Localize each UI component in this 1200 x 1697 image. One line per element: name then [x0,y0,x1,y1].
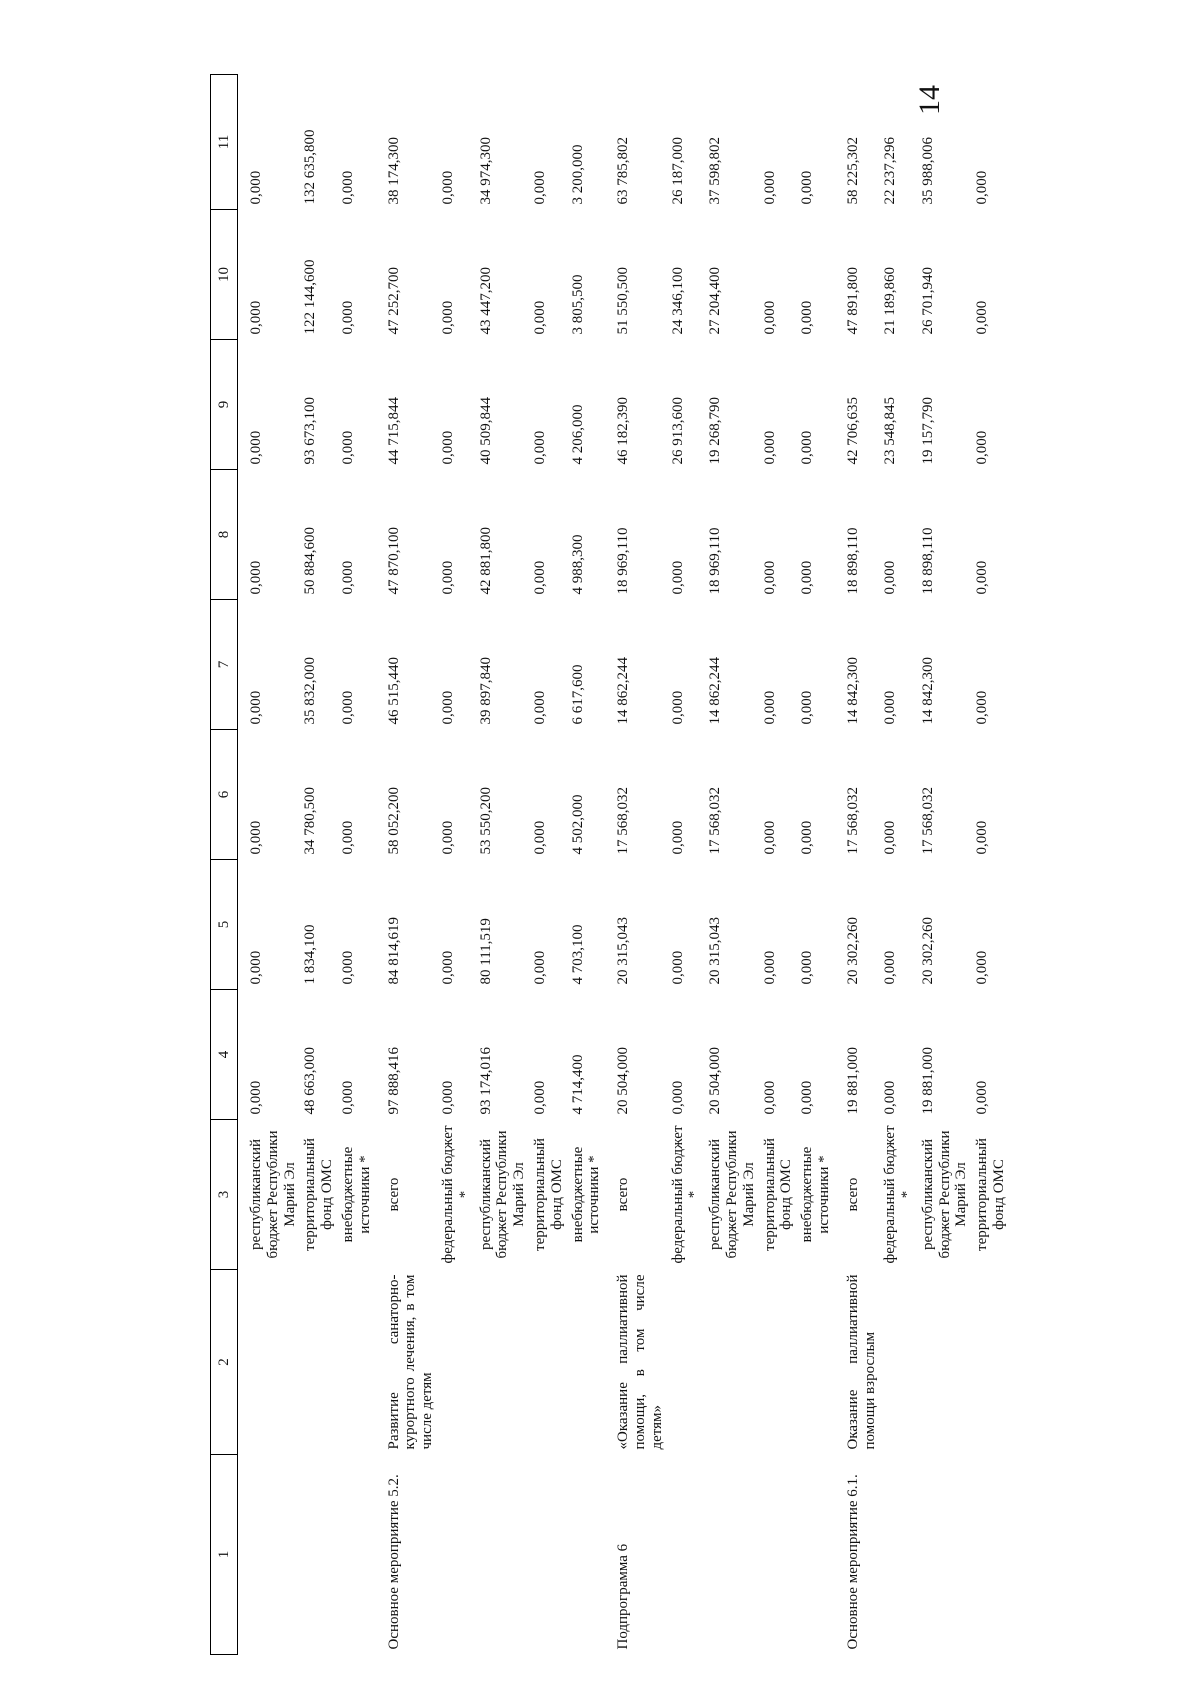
value-cell: 48 663,000 [302,1047,319,1115]
measure-name-cell [338,1455,376,1655]
measure-name-cell [760,1455,798,1655]
value-cell: 0,000 [439,820,456,855]
funding-source-cell: всего [385,1177,402,1212]
value-cell: 0,000 [439,1080,456,1115]
value-cell: 0,000 [439,560,456,595]
value-cell: 26 701,940 [919,267,936,335]
value-cell: 0,000 [799,1080,816,1115]
value-cell: 35 832,000 [302,657,319,725]
value-cell: 0,000 [248,170,264,205]
measure-name-cell [972,1455,1010,1655]
funding-source-cell: федеральный бюджет * [882,1125,916,1264]
value-cell: 22 237,296 [882,137,899,205]
value-cell: 0,000 [531,1080,548,1115]
value-cell: 0,000 [339,300,356,335]
value-cell: 20 302,260 [844,917,861,985]
measure-name-cell: Основное мероприятие 6.1. [844,1474,861,1650]
table-row [338,75,376,1655]
value-cell: 19 881,000 [844,1047,861,1115]
value-cell: 19 268,790 [707,397,724,465]
value-cell: 18 898,110 [844,527,861,595]
value-cell: 0,000 [974,1080,991,1115]
value-cell: 0,000 [669,690,686,725]
value-cell: 42 706,635 [844,397,861,465]
value-cell: 58 225,302 [844,137,861,205]
page-number: 14 [913,85,946,115]
measure-description-cell [530,1270,568,1455]
value-cell: 0,000 [439,170,456,205]
table-row [476,75,530,1655]
value-cell: 0,000 [531,950,548,985]
value-cell: 0,000 [248,950,264,985]
value-cell: 21 189,860 [882,267,899,335]
measure-description-cell [300,1270,338,1455]
value-cell: 0,000 [339,950,356,985]
value-cell: 0,000 [761,300,778,335]
value-cell: 0,000 [761,950,778,985]
value-cell: 34 780,500 [302,787,319,855]
value-cell: 19 881,000 [919,1047,936,1115]
funding-source-cell: федеральный бюджет * [669,1125,703,1264]
table-row [835,75,881,1655]
funding-source-cell: республиканский бюджет Республики Марий Эл [477,1130,528,1259]
value-cell: 46 182,390 [615,397,632,465]
value-cell: 0,000 [439,300,456,335]
table-row [668,75,706,1655]
value-cell: 0,000 [531,820,548,855]
value-cell: 20 504,000 [615,1047,632,1115]
measure-description-cell [568,1270,606,1455]
value-cell: 0,000 [248,430,264,465]
value-cell: 38 174,300 [385,137,402,205]
value-cell: 0,000 [799,820,816,855]
value-cell: 4 206,000 [569,404,586,465]
measure-description-cell [668,1270,706,1455]
measure-name-cell [705,1455,759,1655]
measure-name-cell: Подпрограмма 6 [615,1543,632,1650]
value-cell: 26 187,000 [669,137,686,205]
table-row [568,75,606,1655]
funding-source-cell: всего [615,1177,632,1212]
table-row [605,75,667,1655]
value-cell: 20 302,260 [919,917,936,985]
value-cell: 42 881,800 [477,527,494,595]
measure-description-cell [918,1270,972,1455]
measure-name-cell [238,1455,301,1655]
value-cell: 3 200,000 [569,144,586,205]
value-cell: 0,000 [669,950,686,985]
measure-description-cell [880,1270,918,1455]
value-cell: 63 785,802 [615,137,632,205]
measure-name-cell [918,1455,972,1655]
table-row [238,75,301,1655]
funding-source-cell: внебюджетные источники * [339,1146,373,1243]
value-cell: 0,000 [339,1080,356,1115]
measure-description-cell: «Оказание паллиативной помощи, в том числе детям» [615,1274,665,1450]
value-cell: 0,000 [339,170,356,205]
value-cell: 0,000 [339,430,356,465]
value-cell: 14 862,244 [707,657,724,725]
value-cell: 17 568,032 [844,787,861,855]
value-cell: 0,000 [799,170,816,205]
table-row [376,75,438,1655]
value-cell: 0,000 [882,690,899,725]
value-cell: 18 969,110 [707,527,724,595]
value-cell: 0,000 [531,560,548,595]
value-cell: 14 842,300 [844,657,861,725]
column-header: 7 [211,600,238,730]
column-header: 5 [211,860,238,990]
value-cell: 132 635,800 [302,129,319,205]
value-cell: 17 568,032 [615,787,632,855]
value-cell: 0,000 [761,690,778,725]
value-cell: 51 550,500 [615,267,632,335]
value-cell: 4 502,000 [569,794,586,855]
column-header: 6 [211,730,238,860]
value-cell: 0,000 [248,690,264,725]
funding-source-cell: республиканский бюджет Республики Марий Эл [919,1130,970,1259]
value-cell: 35 988,006 [919,137,936,205]
value-cell: 0,000 [761,1080,778,1115]
value-cell: 0,000 [248,560,264,595]
measure-name-cell [300,1455,338,1655]
value-cell: 0,000 [882,560,899,595]
column-header: 4 [211,990,238,1120]
value-cell: 0,000 [882,950,899,985]
value-cell: 0,000 [882,1080,899,1115]
value-cell: 26 913,600 [669,397,686,465]
measure-name-cell [880,1455,918,1655]
table-row [530,75,568,1655]
funding-source-cell: территориальный фонд ОМС [302,1138,336,1251]
table-row [880,75,918,1655]
value-cell: 0,000 [339,560,356,595]
measure-description-cell [338,1270,376,1455]
table-row [760,75,798,1655]
value-cell: 3 805,500 [569,274,586,335]
value-cell: 0,000 [531,170,548,205]
value-cell: 34 974,300 [477,137,494,205]
value-cell: 0,000 [339,690,356,725]
measure-name-cell [438,1455,476,1655]
value-cell: 17 568,032 [919,787,936,855]
column-header: 1 [211,1455,238,1655]
value-cell: 58 052,200 [385,787,402,855]
table-row [797,75,835,1655]
value-cell: 14 862,244 [615,657,632,725]
value-cell: 0,000 [799,300,816,335]
funding-source-cell: внебюджетные источники * [799,1146,832,1243]
value-cell: 0,000 [439,690,456,725]
measure-description-cell [476,1270,530,1455]
value-cell: 39 897,840 [477,657,494,725]
value-cell: 0,000 [439,950,456,985]
measure-description-cell [760,1270,798,1455]
value-cell: 84 814,619 [385,917,402,985]
value-cell: 0,000 [669,560,686,595]
value-cell: 20 504,000 [707,1047,724,1115]
measure-name-cell: Основное мероприятие 5.2. [385,1474,402,1650]
value-cell: 47 870,100 [385,527,402,595]
value-cell: 17 568,032 [707,787,724,855]
funding-source-cell: внебюджетные источники * [569,1146,603,1243]
value-cell: 43 447,200 [477,267,494,335]
value-cell: 24 346,100 [669,267,686,335]
budget-table-container [210,75,1030,1655]
funding-source-cell: территориальный фонд ОМС [974,1138,1008,1251]
value-cell: 4 988,300 [569,534,586,595]
value-cell: 0,000 [974,690,991,725]
measure-name-cell [568,1455,606,1655]
table-row [972,75,1010,1655]
measure-description-cell [972,1270,1010,1455]
value-cell: 53 550,200 [477,787,494,855]
measure-name-cell [668,1455,706,1655]
value-cell: 6 617,600 [569,664,586,725]
value-cell: 0,000 [761,560,778,595]
header-row [211,75,238,1655]
value-cell: 0,000 [761,170,778,205]
value-cell: 0,000 [531,300,548,335]
value-cell: 23 548,845 [882,397,899,465]
value-cell: 0,000 [339,820,356,855]
value-cell: 0,000 [248,300,264,335]
value-cell: 20 315,043 [615,917,632,985]
value-cell: 0,000 [974,170,991,205]
value-cell: 4 703,100 [569,924,586,985]
value-cell: 19 157,790 [919,397,936,465]
column-header: 9 [211,340,238,470]
column-header: 10 [211,210,238,340]
value-cell: 47 252,700 [385,267,402,335]
value-cell: 97 888,416 [385,1047,402,1115]
value-cell: 4 714,400 [569,1054,586,1115]
measure-name-cell [476,1455,530,1655]
funding-source-cell: республиканский бюджет Республики Марий Эл [248,1130,298,1259]
value-cell: 0,000 [761,820,778,855]
value-cell: 0,000 [974,950,991,985]
value-cell: 122 144,600 [302,259,319,335]
value-cell: 0,000 [248,1080,264,1115]
measure-name-cell [530,1455,568,1655]
value-cell: 0,000 [799,560,816,595]
value-cell: 27 204,400 [707,267,724,335]
value-cell: 0,000 [974,820,991,855]
value-cell: 80 111,519 [477,918,494,985]
funding-source-cell: республиканский бюджет Республики Марий Эл [707,1130,757,1259]
measure-description-cell [238,1270,301,1455]
value-cell: 0,000 [761,430,778,465]
value-cell: 14 842,300 [919,657,936,725]
value-cell: 0,000 [799,690,816,725]
value-cell: 0,000 [974,560,991,595]
value-cell: 0,000 [974,430,991,465]
funding-source-cell: федеральный бюджет * [439,1125,473,1264]
value-cell: 0,000 [669,1080,686,1115]
value-cell: 47 891,800 [844,267,861,335]
value-cell: 0,000 [531,690,548,725]
value-cell: 18 969,110 [615,527,632,595]
funding-source-cell: территориальный фонд ОМС [761,1138,795,1251]
value-cell: 0,000 [882,820,899,855]
value-cell: 0,000 [799,950,816,985]
value-cell: 46 515,440 [385,657,402,725]
value-cell: 0,000 [974,300,991,335]
value-cell: 0,000 [439,430,456,465]
table-row [300,75,338,1655]
value-cell: 0,000 [669,820,686,855]
measure-description-cell [797,1270,835,1455]
budget-table [210,74,1010,1655]
measure-description-cell: Развитие санаторно-курортного лечения, в том числе детям [385,1274,436,1450]
value-cell: 20 315,043 [707,917,724,985]
value-cell: 1 834,100 [302,924,319,985]
measure-description-cell [438,1270,476,1455]
table-row [918,75,972,1655]
value-cell: 50 884,600 [302,527,319,595]
value-cell: 44 715,844 [385,397,402,465]
value-cell: 93 174,016 [477,1047,494,1115]
value-cell: 93 673,100 [302,397,319,465]
measure-name-cell [797,1455,835,1655]
measure-description-cell: Оказание паллиативной помощи взрослым [844,1274,878,1450]
value-cell: 0,000 [799,430,816,465]
column-header: 8 [211,470,238,600]
funding-source-cell: территориальный фонд ОМС [531,1138,565,1251]
value-cell: 0,000 [248,820,264,855]
column-header: 11 [211,75,238,210]
table-row [438,75,476,1655]
column-header: 3 [211,1120,238,1270]
value-cell: 40 509,844 [477,397,494,465]
value-cell: 0,000 [531,430,548,465]
table-row [705,75,759,1655]
funding-source-cell: всего [844,1177,861,1212]
column-header: 2 [211,1270,238,1455]
value-cell: 18 898,110 [919,527,936,595]
measure-description-cell [705,1270,759,1455]
value-cell: 37 598,802 [707,137,724,205]
